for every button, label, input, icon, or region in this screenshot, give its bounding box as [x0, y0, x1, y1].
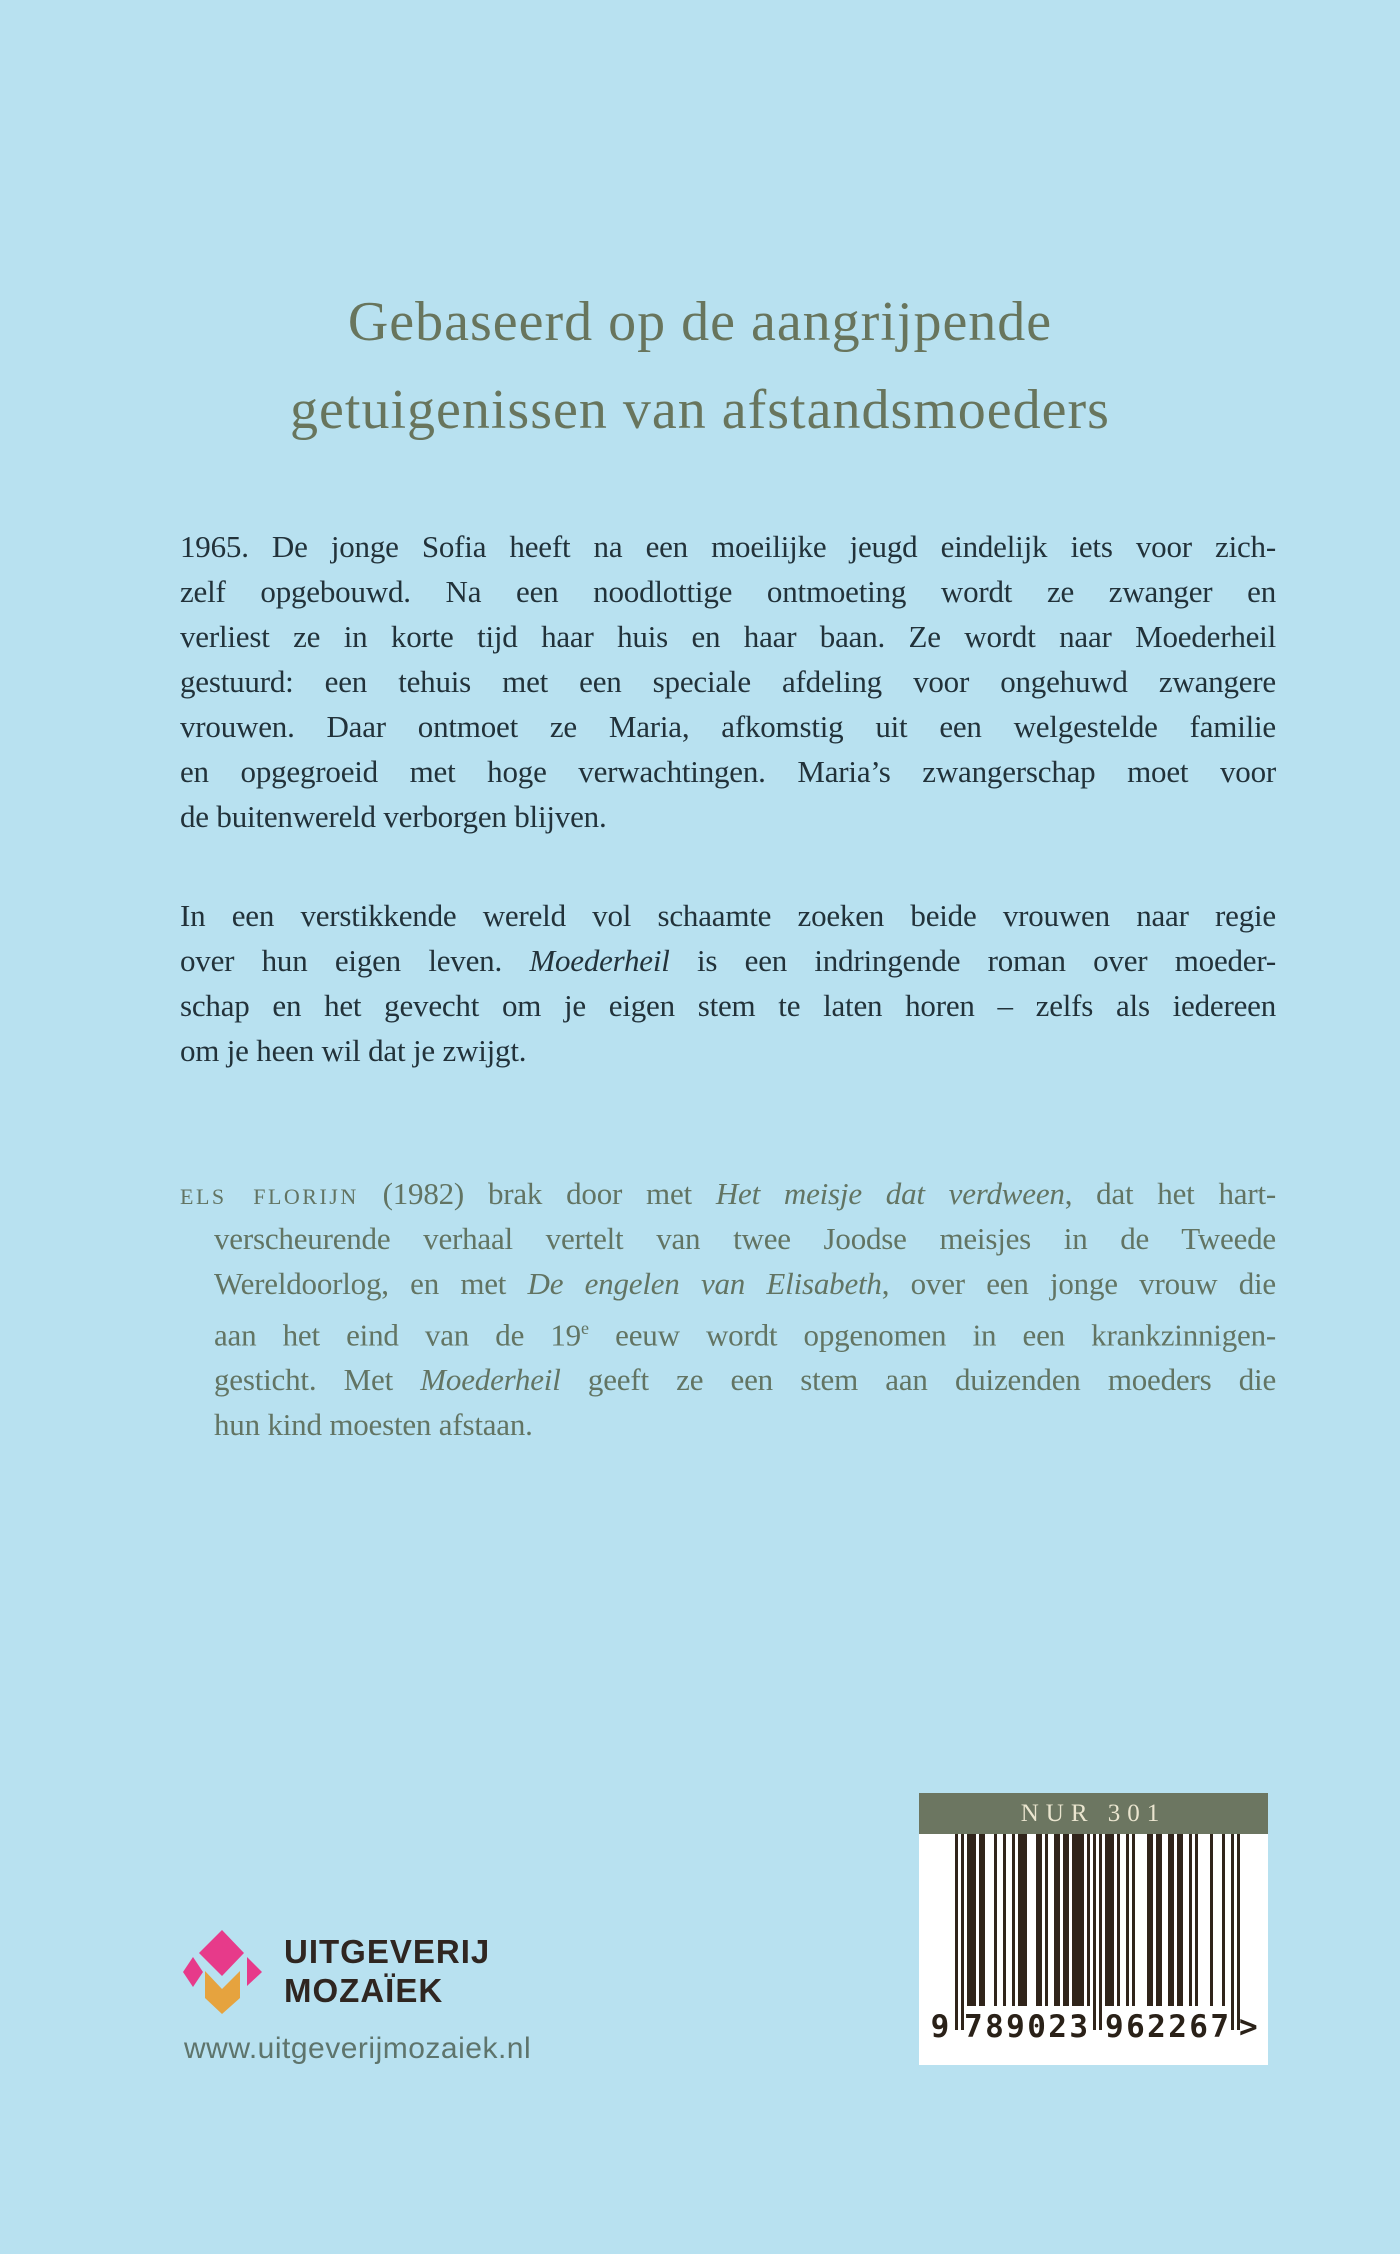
barcode-bar: [1024, 1834, 1027, 2006]
text-line: gestuurd: een tehuis met een speciale afdeling voor ongehuwd zwangere: [180, 664, 1276, 699]
barcode-bar: [1180, 1834, 1183, 2006]
publisher-name: [284, 1932, 490, 2010]
text-line: In een verstikkende wereld vol schaamte zoeken beide vrouwen naar regie: [180, 898, 1276, 933]
author-bio: [180, 1171, 1276, 1447]
text-line: vrouwen. Daar ontmoet ze Maria, afkomstig uit een welgestelde familie: [180, 709, 1276, 744]
text-line: gesticht. Met Moederheil geeft ze een stem aan duizenden moeders die: [214, 1362, 1277, 1398]
text-line: Wereldoorlog, en met De engelen van Elisabeth, over een jonge vrouw die: [214, 1266, 1276, 1301]
text-line: en opgegroeid met hoge verwachtingen. Maria’s zwangerschap moet voor: [180, 754, 1276, 789]
publisher-name-line2: MOZAÏEK: [284, 1972, 444, 2009]
barcode-bar: [961, 1834, 964, 2030]
text-line: over hun eigen leven. Moederheil is een indringende roman over moeder-: [180, 943, 1276, 978]
logo-chevron: [205, 1971, 240, 2014]
barcode-bar: [994, 1834, 997, 2006]
barcode-bar: [1171, 1834, 1174, 2006]
tagline-line1: Gebaseerd op de aangrijpende: [347, 291, 1053, 353]
logo-triangle-right: [247, 1957, 262, 1986]
barcode-bar: [1132, 1834, 1135, 2006]
barcode-bar: [1099, 1834, 1102, 2030]
barcode-bar: [973, 1834, 976, 2006]
isbn-group-2: 962267: [1105, 2009, 1232, 2045]
text-line: verscheurende verhaal vertelt van twee Joodse meisjes in de Tweede: [214, 1221, 1276, 1256]
synopsis-paragraph-2: [180, 893, 1276, 1073]
barcode-bar: [1066, 1834, 1069, 2006]
nur-label: NUR 301: [919, 1793, 1268, 1834]
barcode-bar: [1231, 1834, 1234, 2030]
barcode-bar: [982, 1834, 985, 2006]
mozaiek-logo-icon: [182, 1926, 266, 2018]
logo-diamond-left: [183, 1957, 203, 1987]
isbn-group-1: 789023: [964, 2009, 1091, 2045]
barcode-bars: [955, 1834, 1240, 2032]
text-line: verliest ze in korte tijd haar huis en haar baan. Ze wordt naar Moederheil: [180, 619, 1276, 654]
logo-diamond-top: [199, 1930, 244, 1976]
barcode-bar: [1126, 1834, 1129, 2006]
barcode-block: [919, 1793, 1268, 2065]
publisher-website: www.uitgeverijmozaiek.nl: [184, 2032, 532, 2065]
synopsis-paragraph-1: [180, 524, 1276, 839]
barcode-bar: [1210, 1834, 1213, 2006]
barcode-bar: [1081, 1834, 1084, 2006]
text-line: zelf opgebouwd. Na een noodlottige ontmoeting wordt ze zwanger en: [180, 574, 1276, 609]
barcode-bar: [1003, 1834, 1006, 2006]
tagline: [0, 278, 1400, 454]
barcode-bar: [1012, 1834, 1015, 2006]
barcode-bar: [1222, 1834, 1225, 2006]
barcode-bar: [1057, 1834, 1060, 2006]
barcode-bar: [1045, 1834, 1048, 2006]
text-line: 1965. De jonge Sofia heeft na een moeilijke jeugd eindelijk iets voor zich-: [180, 529, 1276, 564]
barcode-bar: [1159, 1834, 1162, 2006]
barcode-bar: [1189, 1834, 1192, 2006]
barcode-bar: [1093, 1834, 1096, 2030]
barcode-quiet-zone-arrow: >: [1239, 2009, 1258, 2045]
text-line: aan het eind van de 19e eeuw wordt opgenomen in een krankzinnigen-: [214, 1317, 1276, 1353]
text-line: schap en het gevecht om je eigen stem te laten horen – zelfs als iedereen: [180, 988, 1276, 1023]
tagline-line2: getuigenissen van afstandsmoeders: [290, 379, 1110, 441]
text-line: hun kind moesten afstaan.: [214, 1407, 533, 1443]
isbn-lead-digit: 9: [930, 2009, 950, 2045]
barcode-bar: [955, 1834, 958, 2030]
barcode-bar: [1117, 1834, 1120, 2006]
barcode-bar: [1150, 1834, 1153, 2006]
text-line: de buitenwereld verborgen blijven.: [180, 799, 607, 834]
text-line: om je heen wil dat je zwijgt.: [180, 1033, 527, 1068]
barcode-bar: [1195, 1834, 1198, 2006]
barcode-bar: [1039, 1834, 1042, 2006]
barcode-bar: [1237, 1834, 1240, 2030]
text-line: els florijn (1982) brak door met Het meisje dat verdween, dat het hart-: [180, 1176, 1276, 1211]
barcode-bar: [1087, 1834, 1090, 2006]
barcode-bar: [1111, 1834, 1114, 2006]
publisher-name-line1: UITGEVERIJ: [284, 1933, 491, 1970]
